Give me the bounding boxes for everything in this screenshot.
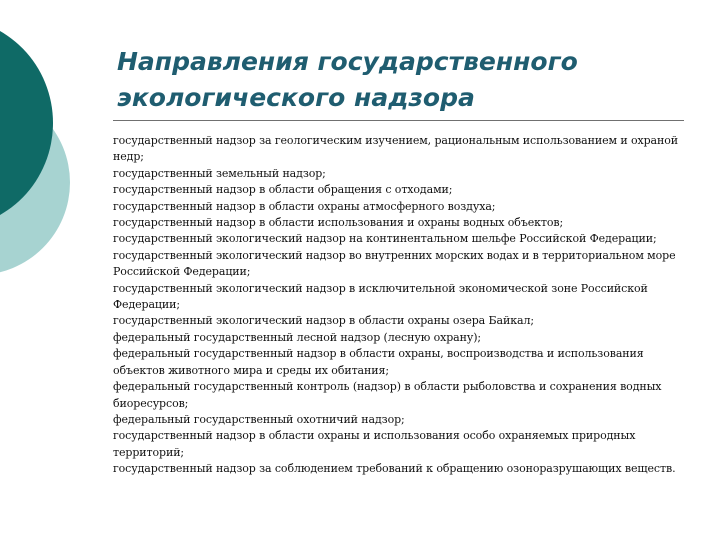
list-item: государственный надзор в области обращения с отходами; <box>113 183 453 197</box>
list-item: государственный надзор в области использования и охраны водных объектов; <box>113 216 564 230</box>
list-item: государственный земельный надзор; <box>113 166 326 180</box>
list-item: государственный экологический надзор в исключительной экономической зоне Российской Федерации; <box>113 281 648 312</box>
slide-title-line-2: экологического надзора <box>117 83 475 112</box>
list-item: государственный экологический надзор на континентальном шельфе Российской Федерации; <box>113 232 657 246</box>
list-item: федеральный государственный лесной надзор (лесную охрану); <box>113 330 481 344</box>
list-item: государственный надзор за соблюдением требований к обращению озоноразрушающих веществ. <box>113 462 676 476</box>
list-item: государственный экологический надзор во внутренних морских водах и в территориальном море Российской Федерации; <box>113 248 676 279</box>
supervision-list <box>113 133 685 478</box>
title-divider <box>113 120 684 121</box>
list-item: государственный экологический надзор в области охраны озера Байкал; <box>113 314 534 328</box>
slide-title <box>117 44 677 116</box>
list-item: государственный надзор в области охраны атмосферного воздуха; <box>113 199 496 213</box>
list-item: федеральный государственный надзор в области охраны, воспроизводства и использования объектов животного мира и среды их обитания; <box>113 347 644 377</box>
list-item: федеральный государственный контроль (надзор) в области рыболовства и сохранения водных биоресурсов; <box>113 380 662 410</box>
slide-title-line-1: Направления государственного <box>117 47 578 76</box>
list-item: государственный надзор за геологическим изучением, рациональным использованием и охраной недр; <box>113 134 678 164</box>
list-item: федеральный государственный охотничий надзор; <box>113 412 405 426</box>
list-item: государственный надзор в области охраны и использования особо охраняемых природных территорий; <box>113 429 636 459</box>
